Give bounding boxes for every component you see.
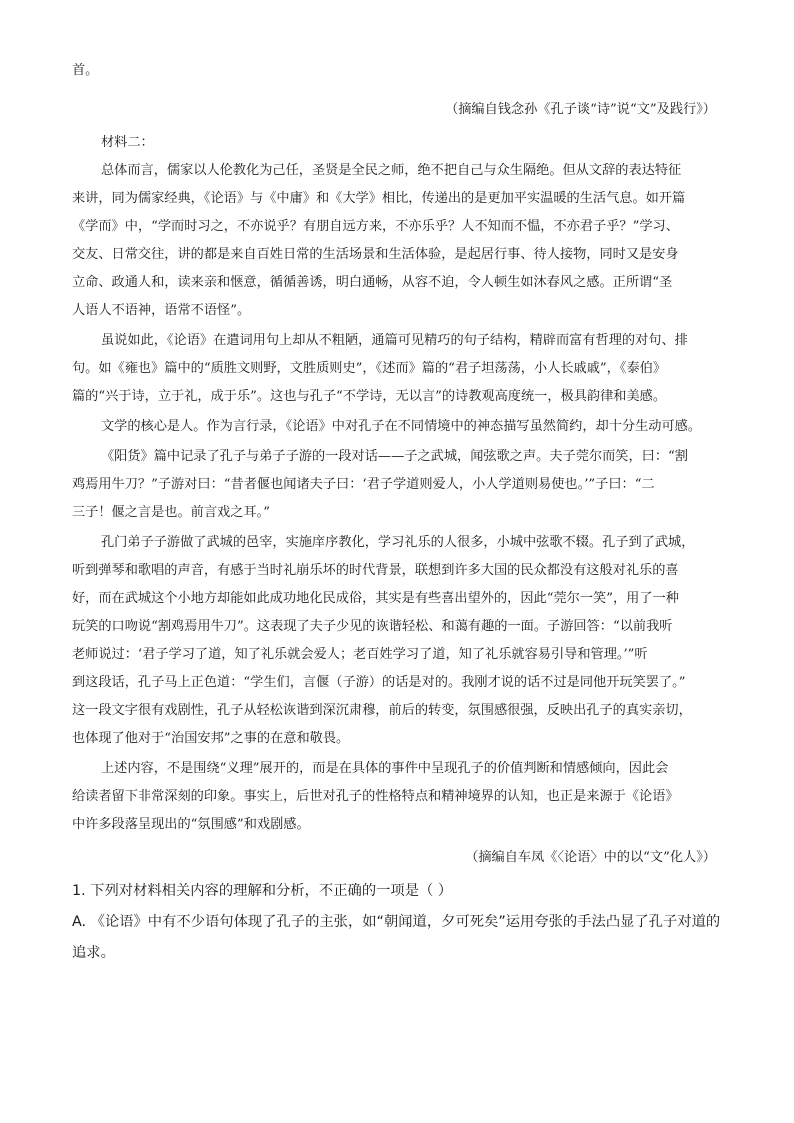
paragraph-line: 人语人不语神，语常不语怪”。	[72, 303, 251, 318]
paragraph-line: 到这段话，孔子马上正色道：“学生们，言偃（子游）的话是对的。我刚才说的话不过是同他开玩笑罢了。”	[72, 675, 686, 690]
text-fragment: 首。	[72, 63, 99, 78]
paragraph-line: 这一段文字很有戏剧性，孔子从轻松诙谐到深沉肃穆，前后的转变，氛围感很强，反映出孔子的真实亲切，	[72, 703, 692, 718]
paragraph-line: 老师说过：‘君子学习了道，知了礼乐就会爱人；老百姓学习了道，知了礼乐就容易引导和管理。’”听	[72, 647, 648, 662]
paragraph-line: 《学而》中，“学而时习之，不亦说乎？有朋自远方来，不亦乐乎？人不知而不愠，不亦君子乎？”学习、	[72, 219, 679, 234]
paragraph-line: 文学的核心是人。作为言行录，《论语》中对孔子在不同情境中的神态描写虽然简约，却十分生动可感。	[101, 419, 702, 434]
paragraph-line: 交友、日常交往，讲的都是来自百姓日常的生活场景和生活体验，是起居行事、待人接物，同时又是安身	[72, 247, 679, 262]
option-a-line: 追求。	[72, 945, 115, 961]
paragraph-line: 鸡焉用牛刀？”子游对曰：“昔者偃也闻诸夫子曰：‘君子学道则爱人，小人学道则易使也。’”子曰：“二	[72, 477, 655, 492]
paragraph-line: 玩笑的口吻说“割鸡焉用牛刀”。这表现了夫子少见的诙谐轻松、和蔼有趣的一面。子游回答：“以前我听	[72, 619, 673, 634]
paragraph-line: 中许多段落呈现出的“氛围感”和戏剧感。	[72, 817, 310, 832]
option-a-line: A. 《论语》中有不少语句体现了孔子的主张，如“朝闻道，夕可死矣”运用夸张的手法凸显了孔子对道的	[72, 914, 721, 930]
paragraph-line: 好，而在武城这个小地方却能如此成功地化民成俗，其实是有些喜出望外的，因此“莞尔一笑”，用了一种	[72, 591, 679, 606]
paragraph-line: 《阳货》篇中记录了孔子与弟子子游的一段对话——子之武城，闻弦歌之声。夫子莞尔而笑，曰：“割	[101, 449, 688, 464]
source-citation-1: （摘编自钱念孙《孔子谈“诗”说“文”及践行》）	[445, 102, 716, 117]
paragraph-line: 篇的“兴于诗，立于礼，成于乐”。这也与孔子“不学诗，无以言”的诗教观高度统一，极具韵律和美感。	[72, 389, 667, 404]
paragraph-line: 虽说如此，《论语》在遣词用句上却从不粗陋，通篇可见精巧的句子结构，精辟而富有哲理的对句、排	[101, 333, 688, 348]
paragraph-line: 立命、政通人和，读来亲和惬意，循循善诱，明白通畅，从容不迫，令人顿生如沐春风之感。正所谓“圣	[72, 275, 673, 290]
paragraph-line: 也体现了他对于“治国安邦”之事的在意和敬畏。	[72, 731, 350, 746]
paragraph-line: 孔门弟子子游做了武城的邑宰，实施庠序教化，学习礼乐的人很多，小城中弦歌不辍。孔子到了武城，	[101, 535, 695, 550]
paragraph-line: 给读者留下非常深刻的印象。事实上，后世对孔子的性格特点和精神境界的认知，也正是来源于《论语》	[72, 789, 679, 804]
paragraph-line: 来讲，同为儒家经典，《论语》与《中庸》和《大学》相比，传递出的是更加平实温暖的生活气息。如开篇	[72, 191, 686, 206]
paragraph-line: 句。如《雍也》篇中的“质胜文则野，文胜质则史”，《述而》篇的“君子坦荡荡，小人长戚戚”，《泰伯》	[72, 361, 667, 376]
source-citation-2: （摘编自车凤《〈论语〉中的以“文”化人》）	[465, 850, 716, 865]
paragraph-line: 总体而言，儒家以人伦教化为己任，圣贤是全民之师，绝不把自己与众生隔绝。但从文辞的表达特征	[101, 163, 682, 178]
question-stem: 1. 下列对材料相关内容的理解和分析，不正确的一项是（ ）	[72, 883, 453, 899]
paragraph-line: 听到弹琴和歌唱的声音，有感于当时礼崩乐坏的时代背景，联想到许多大国的民众都没有这般对礼乐的喜	[72, 563, 679, 578]
paragraph-line: 上述内容，不是围绕“义理”展开的，而是在具体的事件中呈现孔子的价值判断和情感倾向，因此会	[101, 761, 669, 776]
paragraph-line: 三子！偃之言是也。前言戏之耳。”	[72, 505, 270, 520]
material-2-label: 材料二：	[101, 135, 154, 150]
